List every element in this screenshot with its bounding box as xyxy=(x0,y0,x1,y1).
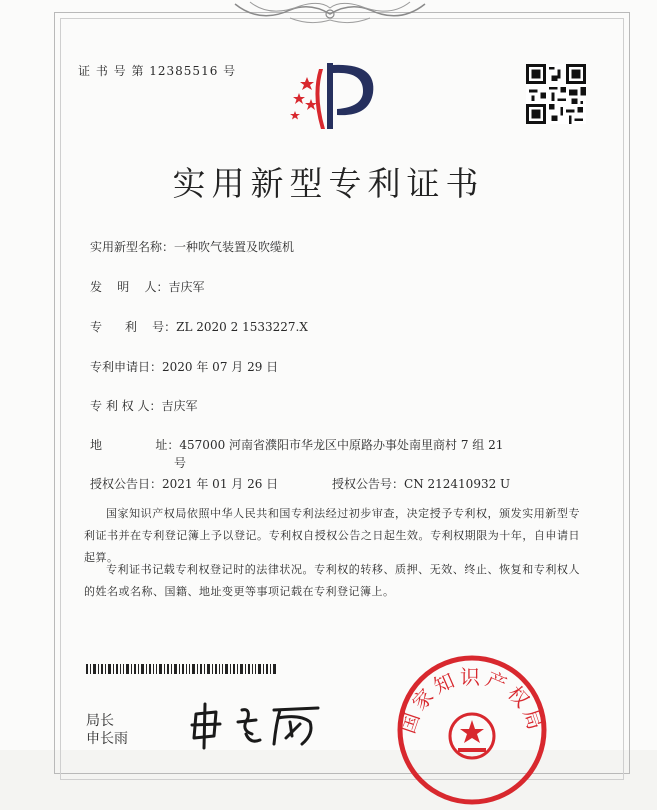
grant-date-value: 2021 年 01 月 26 日 xyxy=(162,477,279,491)
utility-model-name-label: 实用新型名称： xyxy=(90,240,175,254)
patentee-label: 专 利 权 人： xyxy=(90,399,162,413)
address-value-continued: 号 xyxy=(174,456,187,470)
utility-model-name-row xyxy=(90,238,294,255)
qr-code-icon xyxy=(526,64,586,124)
barcode-icon xyxy=(86,664,276,674)
publication-number-label: 授权公告号： xyxy=(332,477,405,491)
cnipa-emblem-icon xyxy=(285,55,385,135)
grant-statement-paragraph: 国家知识产权局依照中华人民共和国专利法经过初步审查，决定授予专利权，颁发实用新型专利证书并在专利登记簿上予以登记。专利权自授权公告之日起生效。专利权期限为十年，自申请日起算。 xyxy=(84,507,580,564)
certificate-number: 证 书 号 第 12385516 号 xyxy=(78,64,237,78)
inventor-label: 发 明 人： xyxy=(90,280,169,294)
director-block xyxy=(86,712,128,748)
grant-date-label: 授权公告日： xyxy=(90,477,163,491)
certificate-title: 实用新型专利证书 xyxy=(172,164,485,203)
director-title: 局长 xyxy=(86,713,114,729)
director-signature xyxy=(190,700,330,750)
utility-model-name-value: 一种吹气装置及吹缆机 xyxy=(174,240,295,254)
inventor-row xyxy=(90,278,205,295)
inventor-value: 吉庆军 xyxy=(168,280,205,294)
address-label: 地 址： xyxy=(90,438,180,452)
ornament-decoration xyxy=(230,0,430,26)
patent-number-label: 专 利 号： xyxy=(90,320,177,334)
filing-date-value: 2020 年 07 月 29 日 xyxy=(162,360,279,374)
official-seal xyxy=(392,650,552,810)
patent-number-row xyxy=(90,318,308,335)
director-name: 申长雨 xyxy=(86,731,128,747)
grant-date-row xyxy=(90,475,278,492)
patentee-value: 吉庆军 xyxy=(161,399,198,413)
filing-date-row xyxy=(90,358,278,375)
national-emblem-icon xyxy=(450,714,494,758)
legal-status-paragraph: 专利证书记载专利权登记时的法律状况。专利权的转移、质押、无效、终止、恢复和专利权人的姓名或名称、国籍、地址变更等事项记载在专利登记簿上。 xyxy=(84,563,580,598)
address-row xyxy=(90,436,503,453)
address-value: 457000 河南省濮阳市华龙区中原路办事处南里商村 7 组 21 xyxy=(179,438,504,452)
publication-number xyxy=(332,475,510,492)
patentee-row xyxy=(90,397,197,414)
seal-text: 国家知识产权局 xyxy=(395,665,549,737)
patent-number-value: ZL 2020 2 1533227.X xyxy=(176,320,308,334)
publication-number-value: CN 212410932 U xyxy=(404,477,511,491)
filing-date-label: 专利申请日： xyxy=(90,360,163,374)
